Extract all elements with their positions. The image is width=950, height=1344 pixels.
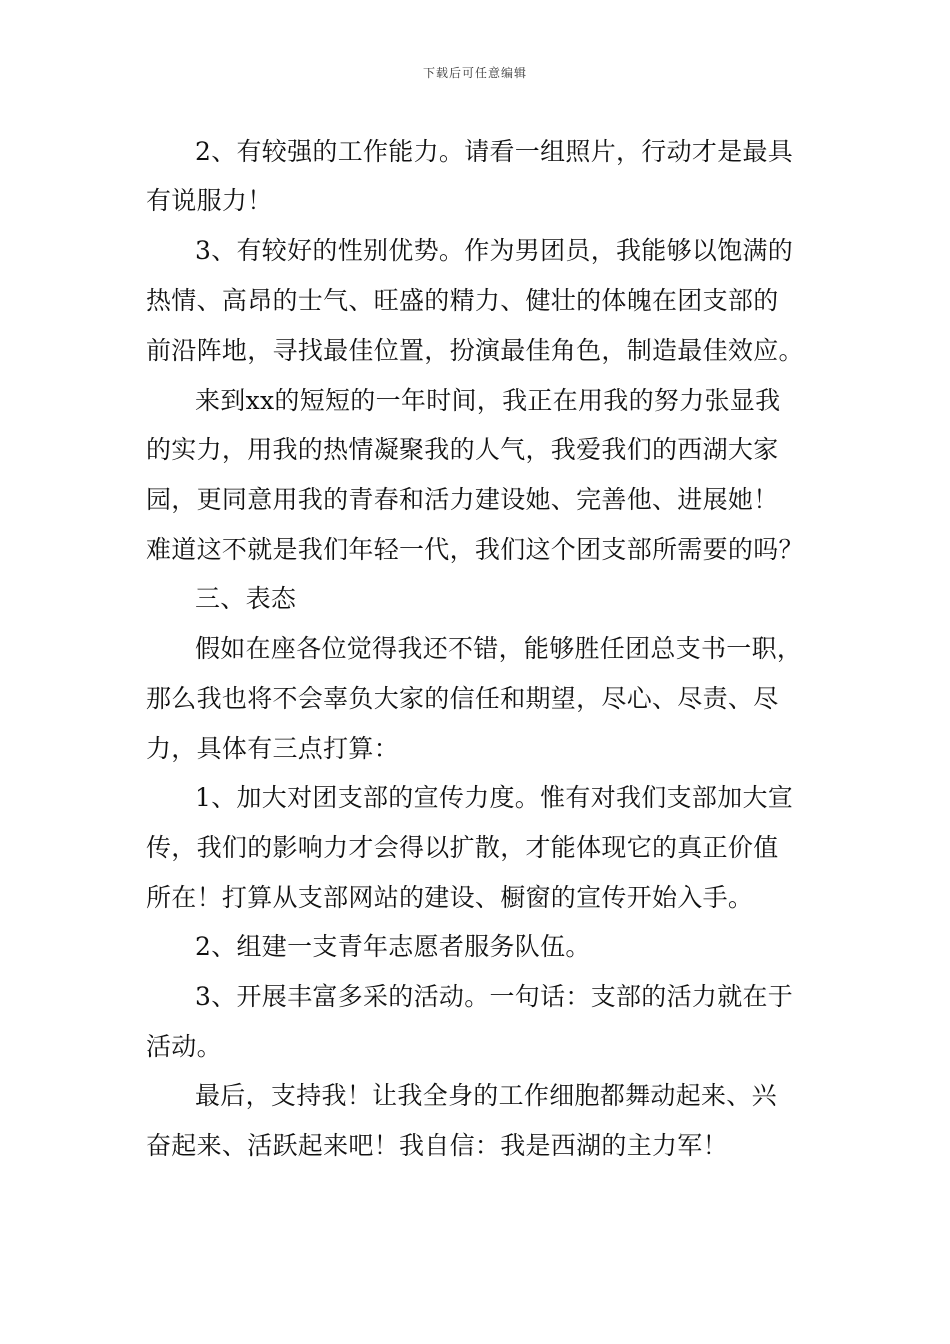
- text-line: 那么我也将不会辜负大家的信任和期望，尽心、尽责、尽: [146, 684, 779, 713]
- text-line: 3、开展丰富多采的活动。一句话：支部的活力就在于: [195, 982, 794, 1011]
- text-line: 2、有较强的工作能力。请看一组照片，行动才是最具: [195, 137, 794, 166]
- text-line: 热情、高昂的士气、旺盛的精力、健壮的体魄在团支部的: [146, 286, 779, 315]
- text-line: 力，具体有三点打算：: [146, 734, 400, 763]
- page-header: 下载后可任意编辑: [422, 66, 527, 80]
- text-line: 所在！打算从支部网站的建设、橱窗的宣传开始入手。: [146, 883, 754, 912]
- text-line: 假如在座各位觉得我还不错，能够胜任团总支书一职，: [195, 634, 803, 663]
- text-line: 传，我们的影响力才会得以扩散，才能体现它的真正价值: [146, 833, 779, 862]
- text-line: 1、加大对团支部的宣传力度。惟有对我们支部加大宣: [195, 783, 794, 812]
- text-line: 有说服力！: [146, 186, 273, 215]
- text-line: 的实力，用我的热情凝聚我的人气，我爱我们的西湖大家: [146, 435, 779, 464]
- text-line: 奋起来、活跃起来吧！我自信：我是西湖的主力军！: [146, 1131, 728, 1160]
- text-line: 最后，支持我！让我全身的工作细胞都舞动起来、兴: [195, 1081, 777, 1110]
- text-line: 前沿阵地，寻找最佳位置，扮演最佳角色，制造最佳效应。: [146, 336, 804, 365]
- text-line: 3、有较好的性别优势。作为男团员，我能够以饱满的: [195, 236, 794, 265]
- text-line: 难道这不就是我们年轻一代，我们这个团支部所需要的吗？: [146, 535, 804, 564]
- text-line: 活动。: [146, 1032, 222, 1061]
- section-heading: 三、表态: [195, 584, 297, 613]
- text-line: 2、组建一支青年志愿者服务队伍。: [195, 932, 591, 961]
- text-line: 园，更同意用我的青春和活力建设她、完善他、进展她！: [146, 485, 779, 514]
- text-line: 来到xx的短短的一年时间，我正在用我的努力张显我: [195, 386, 781, 415]
